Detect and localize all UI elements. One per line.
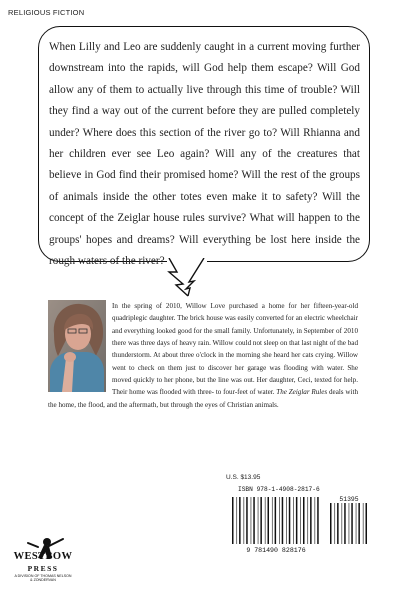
barcode-bar [268,497,270,544]
barcode-bar [293,497,294,544]
barcode-bar [272,497,273,544]
barcode-bar [286,497,287,544]
isbn-label: ISBN 978-1-4908-2817-6 [238,486,320,493]
barcode-bar [337,503,339,544]
barcode-bar [303,497,305,544]
barcode-bar [307,497,308,544]
genre-label: RELIGIOUS FICTION [8,8,85,17]
barcode-bar [342,503,343,544]
barcode-bar [236,497,237,544]
barcode-bar [300,497,301,544]
barcode-bar [356,503,357,544]
book-title: The Zeiglar Rules [276,388,328,397]
barcode-bar [363,503,364,544]
addon-barcode-bars [330,503,367,544]
publisher-division-line1: A DIVISION OF THOMAS NELSON [14,574,72,578]
bio-text-before: In the spring of 2010, Willow Love purchased a home for her fifteen-year-old quadriplegic daughter. The brick house was easily converted for an electric wheelchair and everything looked good for the small family. Unfortunately, in September of 2010 there was three days of heavy rain. Willow could not sleep on that last night of the bad thunderstorm. At about three o'clock in the morning she heard her cats crying. Willow went to check on them just to discover her garage was flooding with water. She moved quickly to her phone, but the line was out. Her daughter, Ceci, texted for help. Their home was flooded with three- to four-feet of water. [112,302,358,397]
publisher-name-line2: PRESS [27,564,59,573]
barcode-bar [351,503,353,544]
barcode-bar [315,497,316,544]
barcode-bar [310,497,312,544]
barcode-bar [251,497,252,544]
barcode-addon-digits: 51395 [339,496,359,503]
barcode-bar [258,497,259,544]
barcode-bar [232,497,234,544]
barcode-bar [260,497,262,544]
author-bio [48,300,358,411]
barcode-bar [289,497,291,544]
barcode-bar [253,497,255,544]
barcode [228,495,368,553]
back-cover-blurb: When Lilly and Leo are suddenly caught in a current moving further downstream into the rapids, will God help them escape? Will God allow any of them to actually live through this time of trouble? Will they find a way out of the current before they are pulled completely under? Where does this section of the river go to? Will Rhianna and her children ever see Leo again? Will any of the creatures that believe in God find their promised home? Will the rest of the groups of animals inside the other totes even make it to safety? Will the concept of the Zeiglar house rules survive? What will happen to the groups' hopes and dreams? Will everything be lost here inside the rough waters of the river? [49,41,360,268]
barcode-main-digits: 9 781490 828176 [246,547,306,553]
barcode-bar [349,503,350,544]
bio-text-after: deals with the home, the flood, and the aftermath, but through the eyes of Christian animals. [48,388,358,409]
price-label: U.S. $13.95 [226,474,261,481]
barcode-bar [275,497,277,544]
barcode-bar [265,497,266,544]
barcode-bar [279,497,280,544]
barcode-bar [344,503,346,544]
barcode-bar [330,503,332,544]
publisher-name: WESTBOW [13,551,73,562]
barcode-bar [334,503,335,544]
barcode-bar [239,497,241,544]
barcode-bar [282,497,284,544]
publisher-division-line2: & ZONDERVAN [30,578,56,583]
publisher-division [6,574,80,582]
barcode-bar [366,503,368,544]
barcode-bar [246,497,248,544]
barcode-bar [317,497,319,544]
barcode-bar [244,497,245,544]
barcode-bar [358,503,360,544]
barcode-bar [296,497,298,544]
main-barcode-bars [232,497,319,544]
